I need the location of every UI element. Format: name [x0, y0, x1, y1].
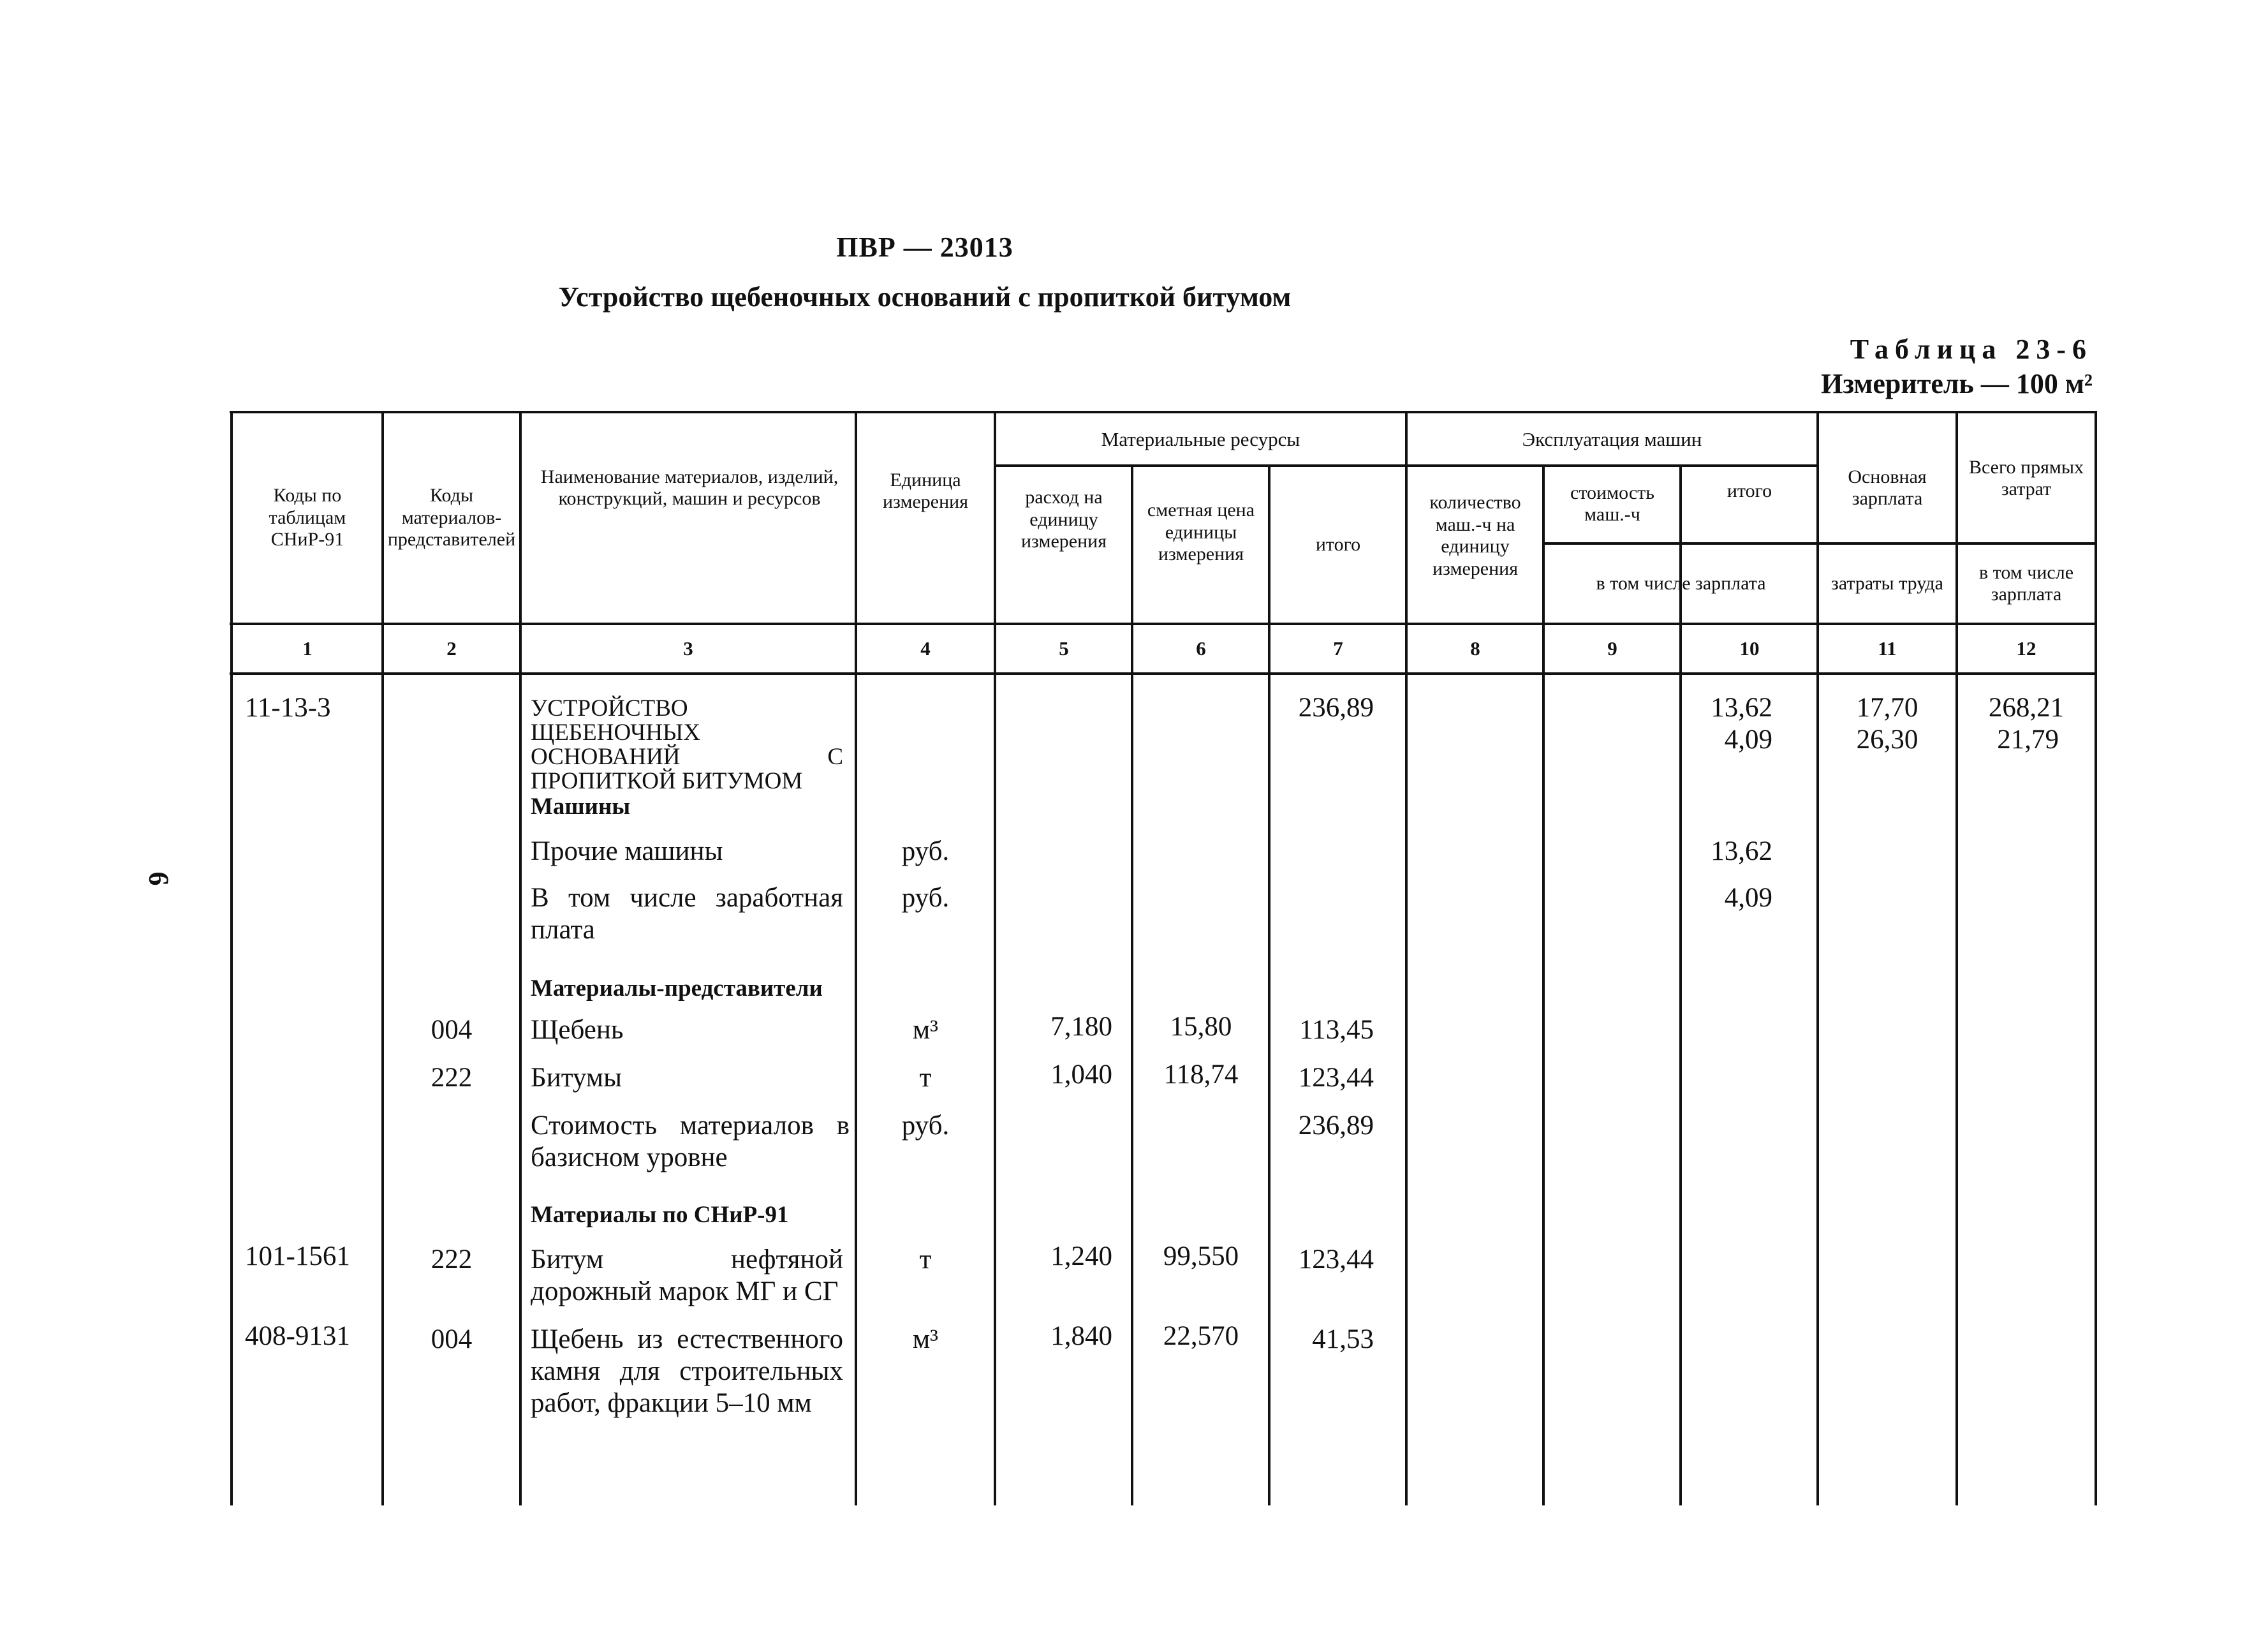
gravel-price: 15,80: [1170, 1012, 1232, 1042]
document-code: ПВР — 23013: [836, 232, 1013, 263]
group-header-material-resources: Материальные ресурсы: [1101, 428, 1300, 451]
incl-wage-name: В том числе заработная плата: [531, 883, 843, 945]
main-total: 236,89: [1298, 693, 1374, 723]
column-number: 1: [302, 637, 313, 660]
measure-unit: Измеритель — 100 м²: [1821, 368, 2093, 399]
main-direct-total: 268,21: [1988, 693, 2065, 723]
gravel-name: Щебень: [531, 1015, 624, 1045]
bitumen-unit: т: [919, 1063, 932, 1093]
group-header-machine-operation: Эксплуатация машин: [1522, 428, 1702, 451]
bitumen-total: 123,44: [1298, 1063, 1374, 1093]
bitumen-road-unit: т: [919, 1245, 932, 1275]
material-cost-unit: руб.: [901, 1111, 950, 1141]
column-number: 8: [1470, 637, 1480, 660]
incl-wage-unit: руб.: [901, 883, 950, 913]
gravel-total: 113,45: [1299, 1015, 1374, 1045]
table-label: Таблица 23-6: [1850, 334, 2093, 365]
main-base-wage: 17,70: [1856, 693, 1918, 723]
bitumen-code2: 222: [431, 1063, 473, 1093]
bitumen-name: Битумы: [531, 1063, 622, 1093]
bitumen-road-code2: 222: [431, 1245, 473, 1275]
col-header-price: сметная цена единицы измерения: [1147, 499, 1255, 565]
section-representative-materials: Материалы-представители: [531, 975, 823, 1001]
column-number: 3: [683, 637, 693, 660]
main-name: УСТРОЙСТВО ЩЕБЕНОЧНЫХ ОСНОВАНИЙ С ПРОПИТКОЙ БИТУМОМ: [531, 695, 843, 794]
col-header-total-direct: Всего прямых затрат: [1968, 456, 2084, 499]
main-mach-total: 13,62: [1711, 693, 1772, 723]
col-header-incl-wage: в том числе зарплата: [1596, 572, 1766, 594]
col-header-mach-total: итого: [1727, 480, 1772, 501]
bitumen-road-total: 123,44: [1298, 1245, 1374, 1275]
page-number: 6: [143, 871, 175, 886]
section-machines: Машины: [531, 794, 631, 820]
col-header-machine-hour-cost: стоимость маш.-ч: [1570, 482, 1654, 525]
main-mach-wage: 4,09: [1724, 725, 1772, 755]
col-header-labor: затраты труда: [1831, 572, 1943, 594]
column-number: 9: [1607, 637, 1617, 660]
section-snir-materials: Материалы по СНиР-91: [531, 1202, 789, 1228]
material-cost-total: 236,89: [1298, 1111, 1374, 1141]
gravel-stone-unit: м³: [912, 1324, 939, 1354]
gravel-stone-code2: 004: [431, 1324, 473, 1354]
bitumen-road-code: 101-1561: [245, 1241, 350, 1271]
column-number: 6: [1196, 637, 1206, 660]
col-header-base-wage: Основная зарплата: [1848, 466, 1927, 509]
main-labor: 26,30: [1856, 725, 1918, 755]
bitumen-price: 118,74: [1163, 1060, 1239, 1090]
column-number: 11: [1878, 637, 1897, 660]
col-header-mat-total: итого: [1315, 533, 1361, 555]
bitumen-road-name: Битум нефтяной дорожный марок МГ и СГ: [531, 1245, 843, 1306]
col-header-total-wage: в том числе зарплата: [1978, 561, 2074, 605]
column-number: 7: [1333, 637, 1343, 660]
other-machines-total: 13,62: [1711, 836, 1772, 866]
bitumen-road-rate: 1,240: [1050, 1241, 1112, 1271]
bitumen-rate: 1,040: [1050, 1060, 1112, 1090]
main-direct-wage: 21,79: [1997, 725, 2059, 755]
gravel-stone-rate: 1,840: [1050, 1321, 1112, 1351]
column-number: 2: [446, 637, 457, 660]
other-machines-unit: руб.: [901, 836, 950, 866]
gravel-stone-code: 408-9131: [245, 1321, 350, 1351]
col-header-name: Наименование материалов, изделий, конструкций, машин и ресурсов: [540, 466, 839, 509]
col-header-rate: расход на единицу измерения: [1020, 487, 1107, 552]
col-header-unit: Единица измерения: [882, 469, 968, 512]
column-number: 12: [2016, 637, 2036, 660]
bitumen-road-price: 99,550: [1163, 1241, 1239, 1271]
col-header-repr-codes: Коды материалов-представителей: [387, 485, 516, 551]
gravel-code2: 004: [431, 1015, 473, 1045]
gravel-stone-name: Щебень из естественного камня для строительных работ, фракции 5–10 мм: [531, 1324, 843, 1418]
gravel-stone-total: 41,53: [1312, 1324, 1374, 1354]
gravel-stone-price: 22,570: [1163, 1321, 1239, 1351]
other-machines-name: Прочие машины: [531, 836, 723, 866]
column-number: 10: [1739, 637, 1760, 660]
gravel-unit: м³: [912, 1015, 939, 1045]
gravel-rate: 7,180: [1050, 1012, 1112, 1042]
col-header-machine-hours: количество маш.-ч на единицу измерения: [1429, 492, 1521, 579]
column-number: 4: [920, 637, 931, 660]
document-title: Устройство щебеночных оснований с пропиткой битумом: [558, 281, 1292, 313]
material-cost-name: Стоимость материалов в базисном уровне: [531, 1111, 850, 1172]
incl-wage-total: 4,09: [1724, 883, 1772, 913]
col-header-snir-codes: Коды по таблицам СНиР-91: [269, 485, 346, 551]
column-number: 5: [1059, 637, 1069, 660]
main-code: 11-13-3: [245, 693, 331, 723]
